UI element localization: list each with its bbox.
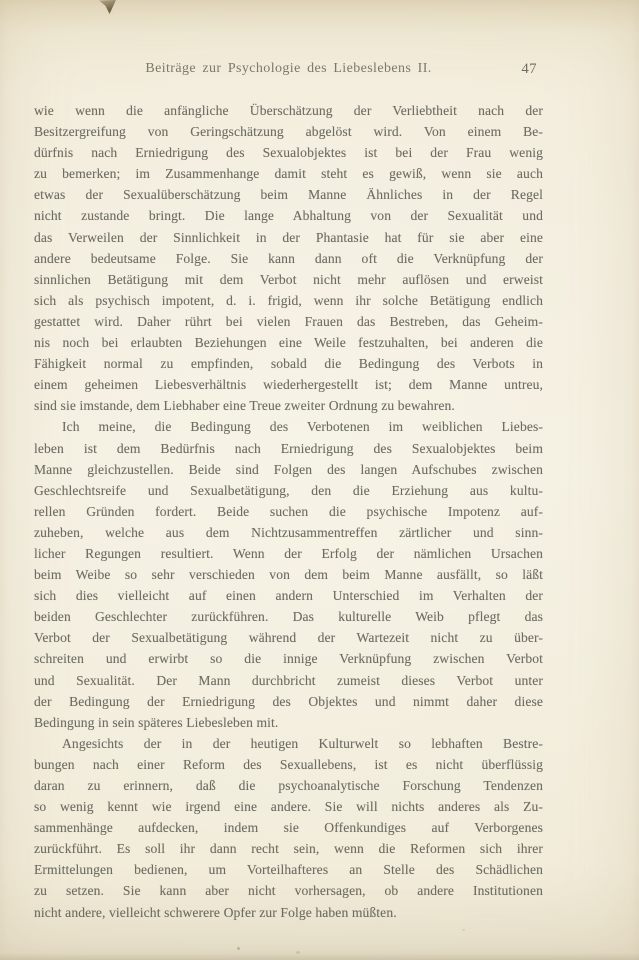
text-line: Verbot der Sexualbetätigung während der Wartezeit nicht zu über- [34,630,543,646]
text-line: Fähigkeit normal zu empfinden, sobald die Bedingung des Verbots in [34,356,543,372]
paragraph [34,416,543,732]
text-line: licher Regungen resultiert. Wenn der Erfolg der nämlichen Ursachen [34,545,543,561]
text-line: zu bemerken; im Zusammenhange damit steht es gewiß, wenn sie auch [34,166,543,182]
text-line: sammenhänge aufdecken, indem sie Offenkundiges auf Verborgenes [34,820,543,836]
text-line: so wenig kennt wie irgend eine andere. Sie will nichts anderes als Zu- [34,799,543,815]
text-line: zu setzen. Sie kann aber nicht vorhersagen, ob andere Institutionen [34,883,543,899]
page-header [34,61,543,81]
text-line: das Verweilen der Sinnlichkeit in der Phantasie hat für sie aber eine [34,229,543,245]
paper-tear-mark [99,0,116,14]
text-line: nis noch bei erlaubten Beziehungen eine Weile festzuhalten, bei anderen die [34,335,543,351]
text-line: zuheben, welche aus dem Nichtzusammentreffen zärtlicher und sinn- [34,524,543,540]
text-line: Geschlechtsreife und Sexualbetätigung, den die Erziehung aus kultu- [34,482,543,498]
page-number: 47 [521,61,537,77]
text-line: gestattet wird. Daher rührt bei vielen Frauen das Bestreben, das Geheim- [34,313,543,329]
text-line: der Bedingung der Erniedrigung des Objektes und nimmt daher diese [34,693,543,709]
paper-speck [237,947,240,950]
text-line: bungen nach einer Reform des Sexuallebens, ist es nicht überflüssig [34,756,543,772]
text-line: rellen Gründen fordert. Beide suchen die psychische Impotenz auf- [34,503,543,519]
text-line: sich als psychisch impotent, d. i. frigid, wenn ihr solche Betätigung endlich [34,292,543,308]
text-line: Besitzergreifung von Geringschätzung abgelöst wird. Von einem Be- [34,124,543,140]
text-line: dürfnis nach Erniedrigung des Sexualobjektes ist bei der Frau wenig [34,145,543,161]
running-title: Beiträge zur Psychologie des Liebeslebens II. [145,61,432,76]
text-line: Bedingung in sein späteres Liebesleben mit. [34,714,279,730]
paper-speck [462,929,465,931]
text-line: leben ist dem Bedürfnis nach Erniedrigung des Sexualobjektes beim [34,440,543,456]
text-line: andere bedeutsame Folge. Sie kann dann oft die Verknüpfung der [34,250,543,266]
text-line: zurückführt. Es soll ihr dann recht sein, wenn die Reformen sich ihrer [34,841,543,857]
page-body-text [34,100,543,923]
text-line: wie wenn die anfängliche Überschätzung der Verliebtheit nach der [34,103,543,118]
text-line: etwas der Sexualüberschätzung beim Manne Ähnliches in der Regel [34,187,543,203]
text-line: daran zu erinnern, daß die psychoanalytische Forschung Tendenzen [34,778,543,793]
text-line: und Sexualität. Der Mann durchbricht zumeist dieses Verbot unter [34,672,543,688]
page-bottom-edge [0,953,639,960]
text-line: sind sie imstande, dem Liebhaber eine Treue zweiter Ordnung zu bewahren. [34,398,455,414]
text-line: beim Weibe so sehr verschieden von dem beim Manne ausfällt, so läßt [34,567,543,583]
paragraph [34,100,543,416]
text-line: Ermittelungen bedienen, um Vorteilhafteres an Stelle des Schädlichen [34,862,543,878]
text-line: schreiten und erwirbt so die innige Verknüpfung zwischen Verbot [34,651,543,667]
paragraph [34,733,543,923]
text-line: nicht andere, vielleicht schwerere Opfer zur Folge haben müßten. [34,904,397,920]
text-line: Ich meine, die Bedingung des Verbotenen im weiblichen Liebes- [62,419,543,435]
text-line: sich dies vielleicht auf einen andern Unterschied im Verhalten der [34,588,543,604]
text-line: nicht zustande bringt. Die lange Abhaltung von der Sexualität und [34,208,543,224]
text-line: Angesichts der in der heutigen Kulturwelt so lebhaften Bestre- [62,735,543,751]
text-line: einem geheimen Liebesverhältnis wiederhergestellt ist; dem Manne untreu, [34,377,543,393]
text-line: sinnlichen Betätigung mit dem Verbot nicht mehr auflösen und erweist [34,271,543,287]
text-line: Manne gleichzustellen. Beide sind Folgen des langen Aufschubes zwischen [34,461,543,477]
text-line: beiden Geschlechter zurückführen. Das kulturelle Weib pflegt das [34,609,543,625]
